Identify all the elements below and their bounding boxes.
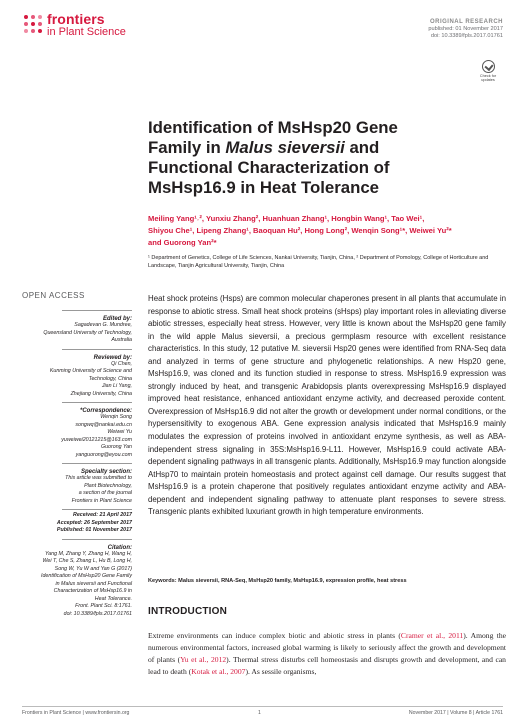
author-line[interactable]: Shiyou Che¹, Lipeng Zhang¹, Baoquan Hu², Hong Long², Wenqin Song¹*, Weiwei Yu²* bbox=[148, 226, 452, 235]
open-access-label: OPEN ACCESS bbox=[22, 291, 85, 300]
affiliations: ¹ Department of Genetics, College of Life Sciences, Nankai University, Tianjin, China, ² Department of Pomology, College of Horticulture and Landscape, Tianjin Agricultural University, Tianjin, China bbox=[148, 255, 489, 269]
introduction-text: Extreme environments can induce complex biotic and abiotic stress in plants (Cramer et al., 2011). Among the numerous environmental factors, increased global warming is likely to seriously affect the growth and development of plants (Yu et al., 2012). Thermal stress disturbs cell homeostasis and disrupts growth and development, and can lead to death (Kotak et al., 2007). As sessile organisms, bbox=[148, 631, 506, 677]
citation-label: Citation: bbox=[107, 544, 132, 551]
edited-by-label: Edited by: bbox=[102, 316, 132, 322]
article-title: Identification of MsHsp20 Gene Family in Malus sieversii and Functional Characterization of MsHsp16.9 in Heat Tolerance bbox=[148, 118, 398, 197]
published-date: published: 01 November 2017 bbox=[428, 26, 503, 32]
journal-name: in Plant Science bbox=[47, 26, 126, 38]
keywords bbox=[148, 578, 508, 584]
frontiers-dots-icon bbox=[22, 13, 44, 35]
specialty-section-info: This article was submitted to Plant Biotechnology, a section of the journal Frontiers in Plant Science bbox=[65, 475, 132, 504]
reviewed-by-label: Reviewed by: bbox=[93, 354, 132, 361]
citation-link[interactable]: Yu et al., 2012 bbox=[180, 655, 227, 665]
check-updates-label: Check for updates bbox=[479, 74, 497, 82]
author-line[interactable]: and Guorong Yan²* bbox=[148, 238, 217, 247]
check-updates-icon bbox=[482, 60, 495, 73]
footer-journal[interactable]: Frontiers in Plant Science | www.frontiersin.org bbox=[22, 710, 130, 716]
article-meta bbox=[428, 19, 503, 39]
brand-name: frontiers bbox=[47, 11, 105, 27]
abstract bbox=[148, 293, 506, 519]
keywords-list: Malus sieversii, RNA-Seq, MsHsp20 family, MsHsp16.9, expression profile, heat stress bbox=[178, 578, 407, 584]
specialty-section-label: Specialty section: bbox=[80, 469, 132, 475]
reviewer-info[interactable]: Qi Chen, Kunming University of Science and Technology, China Jian Li Yang, Zhejiang University, China bbox=[49, 360, 132, 397]
article-dates: Received: 21 April 2017 Accepted: 26 September 2017 Published: 01 November 2017 bbox=[56, 512, 132, 533]
article-sidebar bbox=[22, 291, 132, 618]
author-line[interactable]: Meiling Yang¹˒², Yunxiu Zhang², Huanhuan Zhang¹, Hongbin Wang¹, Tao Wei¹, bbox=[148, 214, 425, 223]
correspondence-label: *Correspondence: bbox=[79, 408, 132, 414]
doi-link[interactable]: doi: 10.3389/fpls.2017.01761 bbox=[430, 33, 503, 39]
correspondence-info[interactable]: Wenqin Song songwq@nankai.edu.cn Weiwei Yu yuweiwei20121215@163.com Guorong Yan yanguorong@eyou.com bbox=[61, 414, 132, 458]
frontiers-logo bbox=[22, 12, 126, 38]
citation-link[interactable]: Kotak et al., 2007 bbox=[191, 667, 246, 677]
citation-info: Yang M, Zhang Y, Zhang H, Wang H, Wei T, Che S, Zhang L, Hu B, Long H, Song W, Yu W and Yan G (2017) Identification of MsHsp20 Gene Family in Malus sieversii and Functional Characterization of MsHsp16.9 in Heat Tolerance. Front. Plant Sci. 8:1761. doi: 10.3389/fpls.2017.01761 bbox=[41, 550, 132, 617]
footer-divider bbox=[22, 706, 503, 707]
check-for-updates-badge[interactable] bbox=[473, 60, 503, 88]
footer-volume: November 2017 | Volume 8 | Article 1761 bbox=[408, 710, 503, 716]
keywords-label: Keywords: bbox=[148, 578, 177, 584]
abstract-text: Heat shock proteins (Hsps) are common molecular chaperones present in all plants that accumulate in response to abiotic stress. Small heat shock proteins (sHsps) play important roles in alleviating diverse abiotic stresses, especially heat stress. However, very little is known about the MsHsp20 gene family in the wild apple Malus sieversii, a precious germplasm resource with excellent resistance characteristics. In this study, 12 putative M. sieversii Hsp20 genes were identified from RNA-Seq data and analyzed in terms of gene structure and phylogenetic relationships. A new Hsp20 gene, MsHsp16.9, was cloned and its function studied in response to stress. MsHsp16.9 expression was strongly induced by heat, and transgenic Arabidopsis plants overexpressing MsHsp16.9 displayed improved heat resistance, enhanced antioxidant enzyme activity, and decreased peroxide content. Overexpression of MsHsp16.9 did not alter the growth or development under normal conditions, or the hypersensitivity to exogenous ABA. Gene expression analysis indicated that MsHsp16.9 mainly modulates the expression of proteins involved in antioxidant enzyme synthesis, as well as ABA-independent stress signaling in 35S:MsHsp16.9-L11. However, MsHsp16.9 could activate ABA-dependent signaling pathways in all transgenic plants. Additionally, MsHsp16.9 may function alongside AtHsp70 to maintain protein homeostasis and protect against cell damage. Our results suggest that MsHsp16.9 is a protein chaperone that positively regulates antioxidant enzyme activity and ABA-dependent and independent signaling pathway to attenuate plant responses to severe stress. Transgenic plants exhibited luxuriant growth in high temperature environments. bbox=[148, 294, 506, 517]
article-type: ORIGINAL RESEARCH bbox=[429, 19, 503, 25]
editor-info[interactable]: Sagadevan G. Mundree, Queensland University of Technology, Australia bbox=[43, 322, 132, 343]
page-number: 1 bbox=[258, 710, 261, 716]
introduction-heading: INTRODUCTION bbox=[148, 606, 228, 617]
author-list bbox=[148, 213, 508, 249]
citation-link[interactable]: Cramer et al., 2011 bbox=[400, 631, 464, 640]
